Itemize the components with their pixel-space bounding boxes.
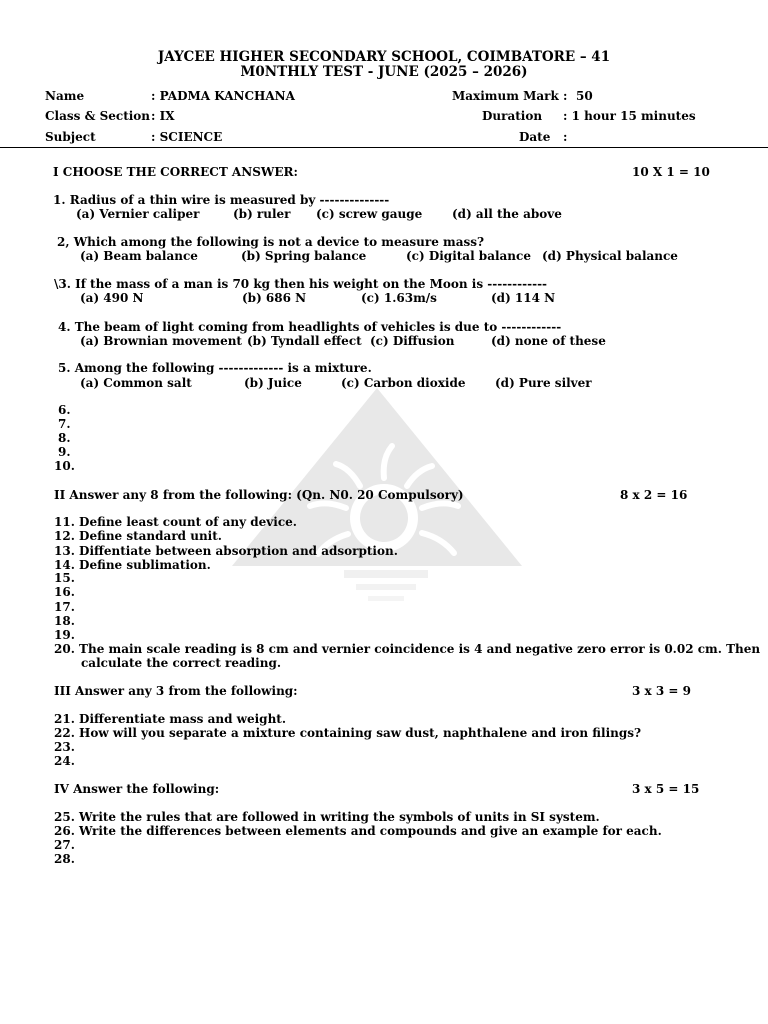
test-title: M0NTHLY TEST - JUNE (2025 – 2026)	[240, 64, 528, 80]
class-label: Class & Section	[45, 109, 151, 123]
date-value: :	[563, 130, 568, 144]
duration-label: Duration	[482, 109, 543, 123]
question-20-line-2: calculate the correct reading.	[81, 656, 282, 670]
three-mark-question: 21. Differentiate mass and weight.	[54, 712, 287, 726]
section-3-marks: 3 x 3 = 9	[632, 684, 691, 698]
mcq-option: (b) Juice	[244, 376, 302, 390]
mcq-option: (a) 490 N	[80, 291, 144, 305]
max-mark-label: Maximum Mark :	[452, 89, 568, 103]
blank-question-number: 8.	[58, 431, 71, 445]
short-answer-question: 12. Define standard unit.	[54, 529, 222, 543]
duration-value: : 1 hour 15 minutes	[563, 109, 696, 123]
mcq-option: (c) Carbon dioxide	[341, 376, 466, 390]
mcq-question: \3. If the mass of a man is 70 kg then his weight on the Moon is ------------	[54, 277, 548, 291]
blank-question-number: 10.	[54, 459, 75, 473]
school-logo-watermark-icon	[232, 388, 522, 618]
mcq-question: 4. The beam of light coming from headlights of vehicles is due to ------------	[58, 320, 562, 334]
name-value: : PADMA KANCHANA	[151, 89, 295, 103]
short-answer-question: 14. Define sublimation.	[54, 558, 211, 572]
section-1-title: I CHOOSE THE CORRECT ANSWER:	[53, 165, 298, 179]
max-mark-value: 50	[576, 89, 593, 103]
mcq-question: 1. Radius of a thin wire is measured by --------------	[53, 193, 390, 207]
mcq-option: (a) Brownian movement	[80, 334, 242, 348]
three-mark-question: 22. How will you separate a mixture containing saw dust, naphthalene and iron filings?	[54, 726, 642, 740]
mcq-option: (d) 114 N	[491, 291, 556, 305]
section-3-title: III Answer any 3 from the following:	[54, 684, 298, 698]
mcq-question: 5. Among the following ------------- is a mixture.	[58, 361, 372, 375]
section-4-title: IV Answer the following:	[54, 782, 220, 796]
mcq-option: (a) Beam balance	[80, 249, 198, 263]
five-mark-question: 27.	[54, 838, 75, 852]
mcq-option: (d) none of these	[491, 334, 606, 348]
short-answer-question: 11. Define least count of any device.	[54, 515, 297, 529]
mcq-option: (b) 686 N	[242, 291, 307, 305]
five-mark-question: 26. Write the differences between elements and compounds and give an example for each.	[54, 824, 662, 838]
class-value: : IX	[151, 109, 175, 123]
short-answer-question: 19.	[54, 628, 75, 642]
section-2-marks: 8 x 2 = 16	[620, 488, 688, 502]
mcq-option: (a) Common salt	[80, 376, 192, 390]
section-1-marks: 10 X 1 = 10	[632, 165, 710, 179]
date-label: Date	[519, 130, 551, 144]
section-2-title: II Answer any 8 from the following: (Qn. N0. 20 Compulsory)	[54, 488, 464, 502]
mcq-option: (c) Diffusion	[370, 334, 455, 348]
blank-question-number: 7.	[58, 417, 71, 431]
mcq-option: (c) Digital balance	[406, 249, 531, 263]
mcq-option: (b) Spring balance	[241, 249, 367, 263]
header-divider	[0, 147, 768, 148]
blank-question-number: 6.	[58, 403, 71, 417]
school-name: JAYCEE HIGHER SECONDARY SCHOOL, COIMBATORE – 41	[157, 49, 611, 65]
mcq-option: (c) 1.63m/s	[361, 291, 437, 305]
mcq-option: (d) all the above	[452, 207, 562, 221]
mcq-option: (b) Tyndall effect	[247, 334, 362, 348]
mcq-option: (d) Pure silver	[495, 376, 592, 390]
short-answer-question: 18.	[54, 614, 75, 628]
subject-value: : SCIENCE	[151, 130, 223, 144]
name-label: Name	[45, 89, 85, 103]
short-answer-question: 15.	[54, 571, 75, 585]
five-mark-question: 25. Write the rules that are followed in writing the symbols of units in SI system.	[54, 810, 600, 824]
short-answer-question: 16.	[54, 585, 75, 599]
blank-question-number: 9.	[58, 445, 71, 459]
short-answer-question: 13. Diffentiate between absorption and adsorption.	[54, 544, 398, 558]
three-mark-question: 23.	[54, 740, 75, 754]
mcq-option: (d) Physical balance	[542, 249, 678, 263]
mcq-question: 2, Which among the following is not a device to measure mass?	[57, 235, 485, 249]
short-answer-question: 17.	[54, 600, 75, 614]
five-mark-question: 28.	[54, 852, 75, 866]
mcq-option: (b) ruler	[233, 207, 291, 221]
question-20-line-1: 20. The main scale reading is 8 cm and vernier coincidence is 4 and negative zero error is 0.02 cm. Then	[54, 642, 761, 656]
mcq-option: (a) Vernier caliper	[76, 207, 200, 221]
mcq-option: (c) screw gauge	[316, 207, 423, 221]
subject-label: Subject	[45, 130, 96, 144]
section-4-marks: 3 x 5 = 15	[632, 782, 700, 796]
three-mark-question: 24.	[54, 754, 75, 768]
